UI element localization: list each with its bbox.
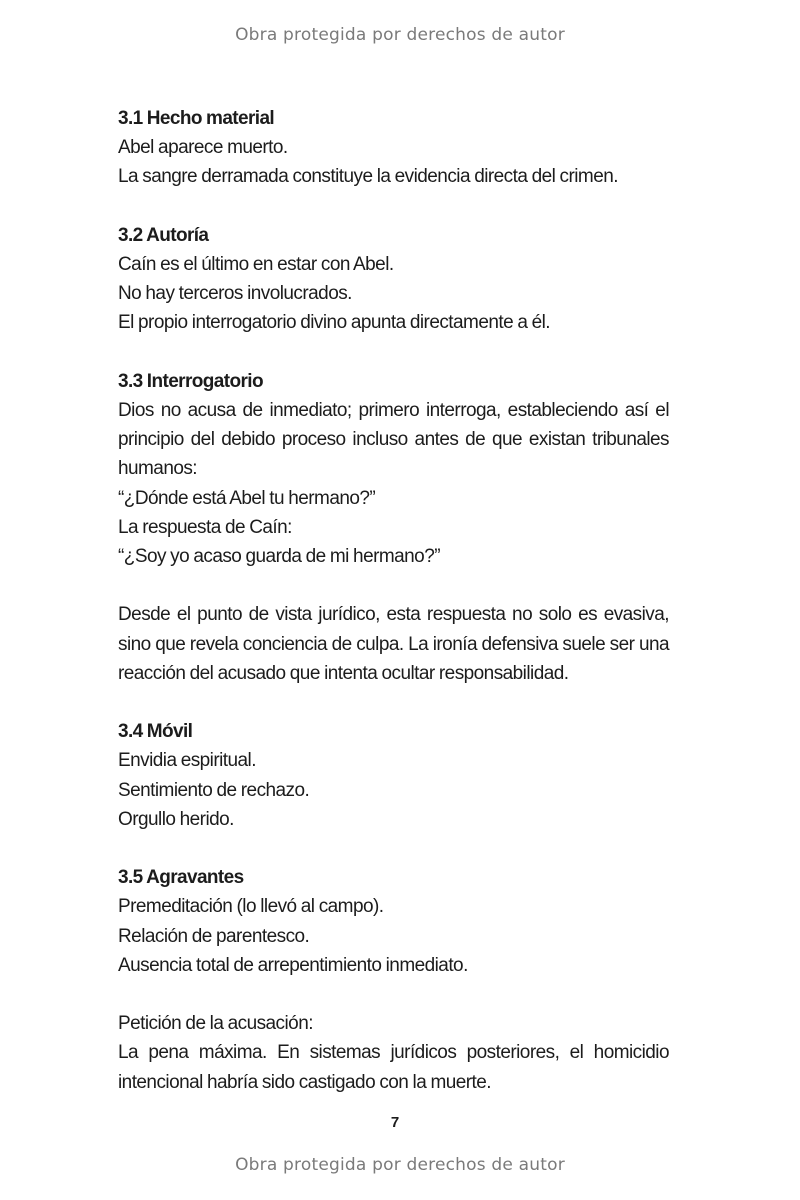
paragraph: La pena máxima. En sistemas jurídicos posteriores, el homicidio intencional habría sido castigado con la muerte. [118,1042,669,1093]
text-line: Sentimiento de rechazo. [118,779,310,801]
text-line: El propio interrogatorio divino apunta directamente a él. [118,312,550,334]
page-body [118,104,669,1097]
section-agravantes [118,863,669,980]
section-hecho-material [118,104,669,192]
copyright-watermark-top: Obra protegida por derechos de autor [235,25,565,45]
text-line: Orgullo herido. [118,808,234,830]
text-line: La respuesta de Caín: [118,516,292,538]
copyright-watermark-bottom: Obra protegida por derechos de autor [235,1155,565,1175]
section-analisis-juridico [118,600,669,688]
paragraph: Dios no acusa de inmediato; primero interroga, estableciendo así el principio del debido proceso incluso antes de que existan tribunales humanos: [118,400,669,480]
quote-line: “¿Dónde está Abel tu hermano?” [118,487,376,509]
section-heading: 3.1 Hecho material [118,108,275,129]
section-heading: 3.4 Móvil [118,721,193,743]
page-number: 7 [390,1114,400,1131]
text-line: La sangre derramada constituye la evidencia directa del crimen. [118,166,618,188]
text-line: No hay terceros involucrados. [118,283,352,305]
text-line: Envidia espiritual. [118,750,256,772]
section-peticion-acusacion [118,1009,669,1097]
section-interrogatorio [118,367,669,571]
quote-line: “¿Soy yo acaso guarda de mi hermano?” [118,546,440,568]
text-line: Relación de parentesco. [118,925,310,947]
text-line: Premeditación (lo llevó al campo). [118,896,384,918]
section-autoria [118,221,669,338]
text-line: Caín es el último en estar con Abel. [118,254,394,275]
paragraph: Desde el punto de vista jurídico, esta respuesta no solo es evasiva, sino que revela conciencia de culpa. La ironía defensiva suele ser una reacción del acusado que intenta ocultar responsabilidad. [118,604,669,684]
section-heading: 3.2 Autoría [118,224,209,246]
section-movil [118,717,669,834]
section-heading: 3.3 Interrogatorio [118,370,263,392]
text-line: Ausencia total de arrepentimiento inmediato. [118,954,468,976]
section-heading: 3.5 Agravantes [118,867,244,889]
text-line: Abel aparece muerto. [118,137,288,159]
text-line: Petición de la acusación: [118,1013,313,1035]
